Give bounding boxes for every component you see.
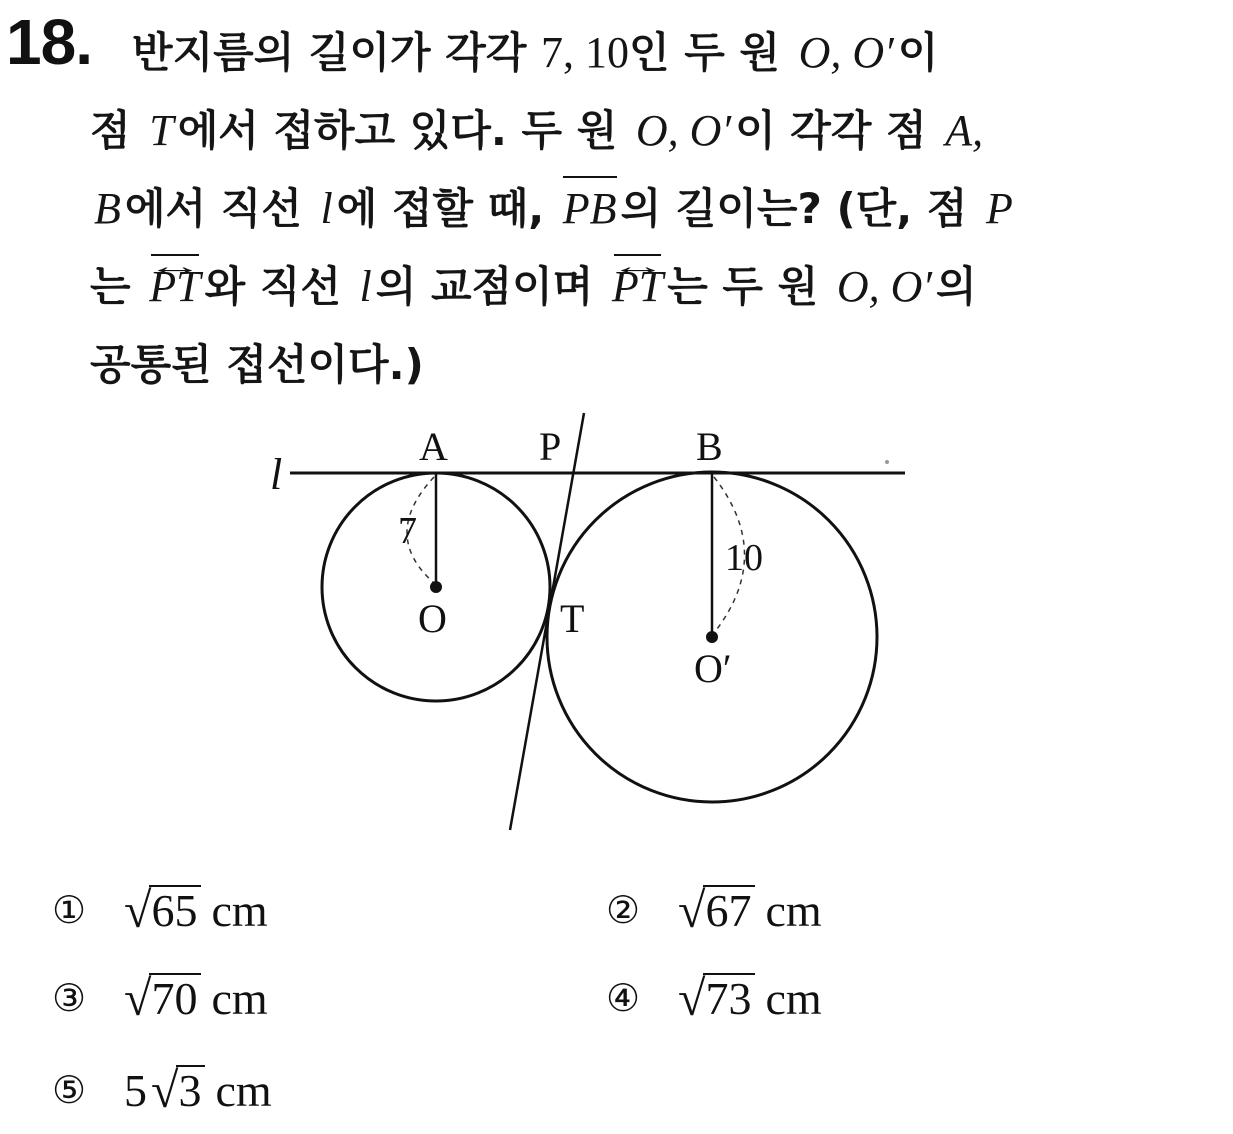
answer-choice-1[interactable] [52,880,268,940]
question-stem [90,14,1210,404]
answer-choice-3[interactable] [52,968,268,1028]
unit: cm [211,884,268,936]
radicand: 70 [149,973,201,1023]
center-dot-o-prime [706,631,718,643]
sqrt-expression [678,882,755,938]
stem-text: 인 두 원 [629,28,795,77]
stem-line-5 [90,326,1210,404]
question-number: 18. [6,6,92,78]
radical-sign-icon: √ [151,1062,179,1118]
unit: cm [765,884,822,936]
answer-choice-2[interactable] [606,880,822,940]
stem-math-point-b: B [94,184,121,233]
stem-math-circles: O, O′ [836,262,933,311]
stem-text: 의 길이는? (단, 점 [620,184,982,233]
sqrt-expression [151,1062,205,1118]
stem-math-point-p: P [986,184,1013,233]
stem-text: 이 각각 점 [735,106,942,155]
label-point-t: T [560,596,585,641]
label-point-b: B [696,424,723,469]
choice-marker: ④ [606,976,641,1020]
stem-text: 와 직선 [204,262,356,311]
stem-math-circles: O, O′ [635,106,732,155]
stem-math-line-l: l [320,184,333,233]
radical-sign-icon: √ [678,970,706,1026]
center-dot-o [430,581,442,593]
choice-marker: ③ [52,976,87,1020]
stem-text: 점 [90,106,146,155]
stem-text: 는 두 원 [667,262,833,311]
stem-text: 반지름의 길이가 각각 [132,28,542,77]
sqrt-expression [678,970,755,1026]
stem-math-segment-pb: PB [559,170,621,248]
stem-text: 에서 직선 [124,184,317,233]
stem-math-line-pt: PT ↔ [145,248,204,326]
stem-math-circles: O, O′ [798,28,894,77]
geometry-figure [250,405,930,835]
coefficient: 5 [124,1064,147,1116]
stem-text: 공통된 접선이다.) [90,340,424,389]
sqrt-expression [124,882,201,938]
stem-text: 는 [90,262,146,311]
stem-text: 의 [936,262,977,311]
stem-line-2 [90,92,1210,170]
stem-text: 에 접할 때, [336,184,559,233]
stem-math-line-l: l [359,262,372,311]
choice-marker: ② [606,888,641,932]
unit: cm [215,1064,272,1116]
radicand: 73 [703,973,755,1023]
stem-line-4 [90,248,1210,326]
stem-text: 이 [897,28,939,77]
label-center-o-prime: O′ [694,646,732,691]
stem-text: 에서 접하고 있다. 두 원 [177,106,632,155]
unit: cm [765,972,822,1024]
label-point-p: P [539,424,562,469]
stem-math-point-a: A, [945,106,984,155]
radical-sign-icon: √ [124,882,152,938]
radical-sign-icon: √ [678,882,706,938]
answer-choice-4[interactable] [606,968,822,1028]
stem-math-point-t: T [149,106,174,155]
stem-line-1 [132,14,1210,92]
stem-radii-values: 7, 10 [541,28,630,77]
radicand: 67 [703,885,755,935]
label-radius-large: 10 [725,537,763,579]
stem-text: 의 교점이며 [375,262,608,311]
radicand: 65 [149,885,201,935]
unit: cm [211,972,268,1024]
label-center-o: O [418,596,447,641]
choice-marker: ⑤ [52,1068,87,1112]
stray-mark [885,460,889,464]
sqrt-expression [124,970,201,1026]
label-point-a: A [419,424,448,469]
label-line-l: l [270,450,283,499]
answer-choice-5[interactable] [52,1060,272,1120]
radical-sign-icon: √ [124,970,152,1026]
choice-marker: ① [52,888,87,932]
stem-math-line-pt: PT ↔ [608,248,667,326]
radicand: 3 [176,1065,205,1115]
label-radius-small: 7 [398,510,417,552]
